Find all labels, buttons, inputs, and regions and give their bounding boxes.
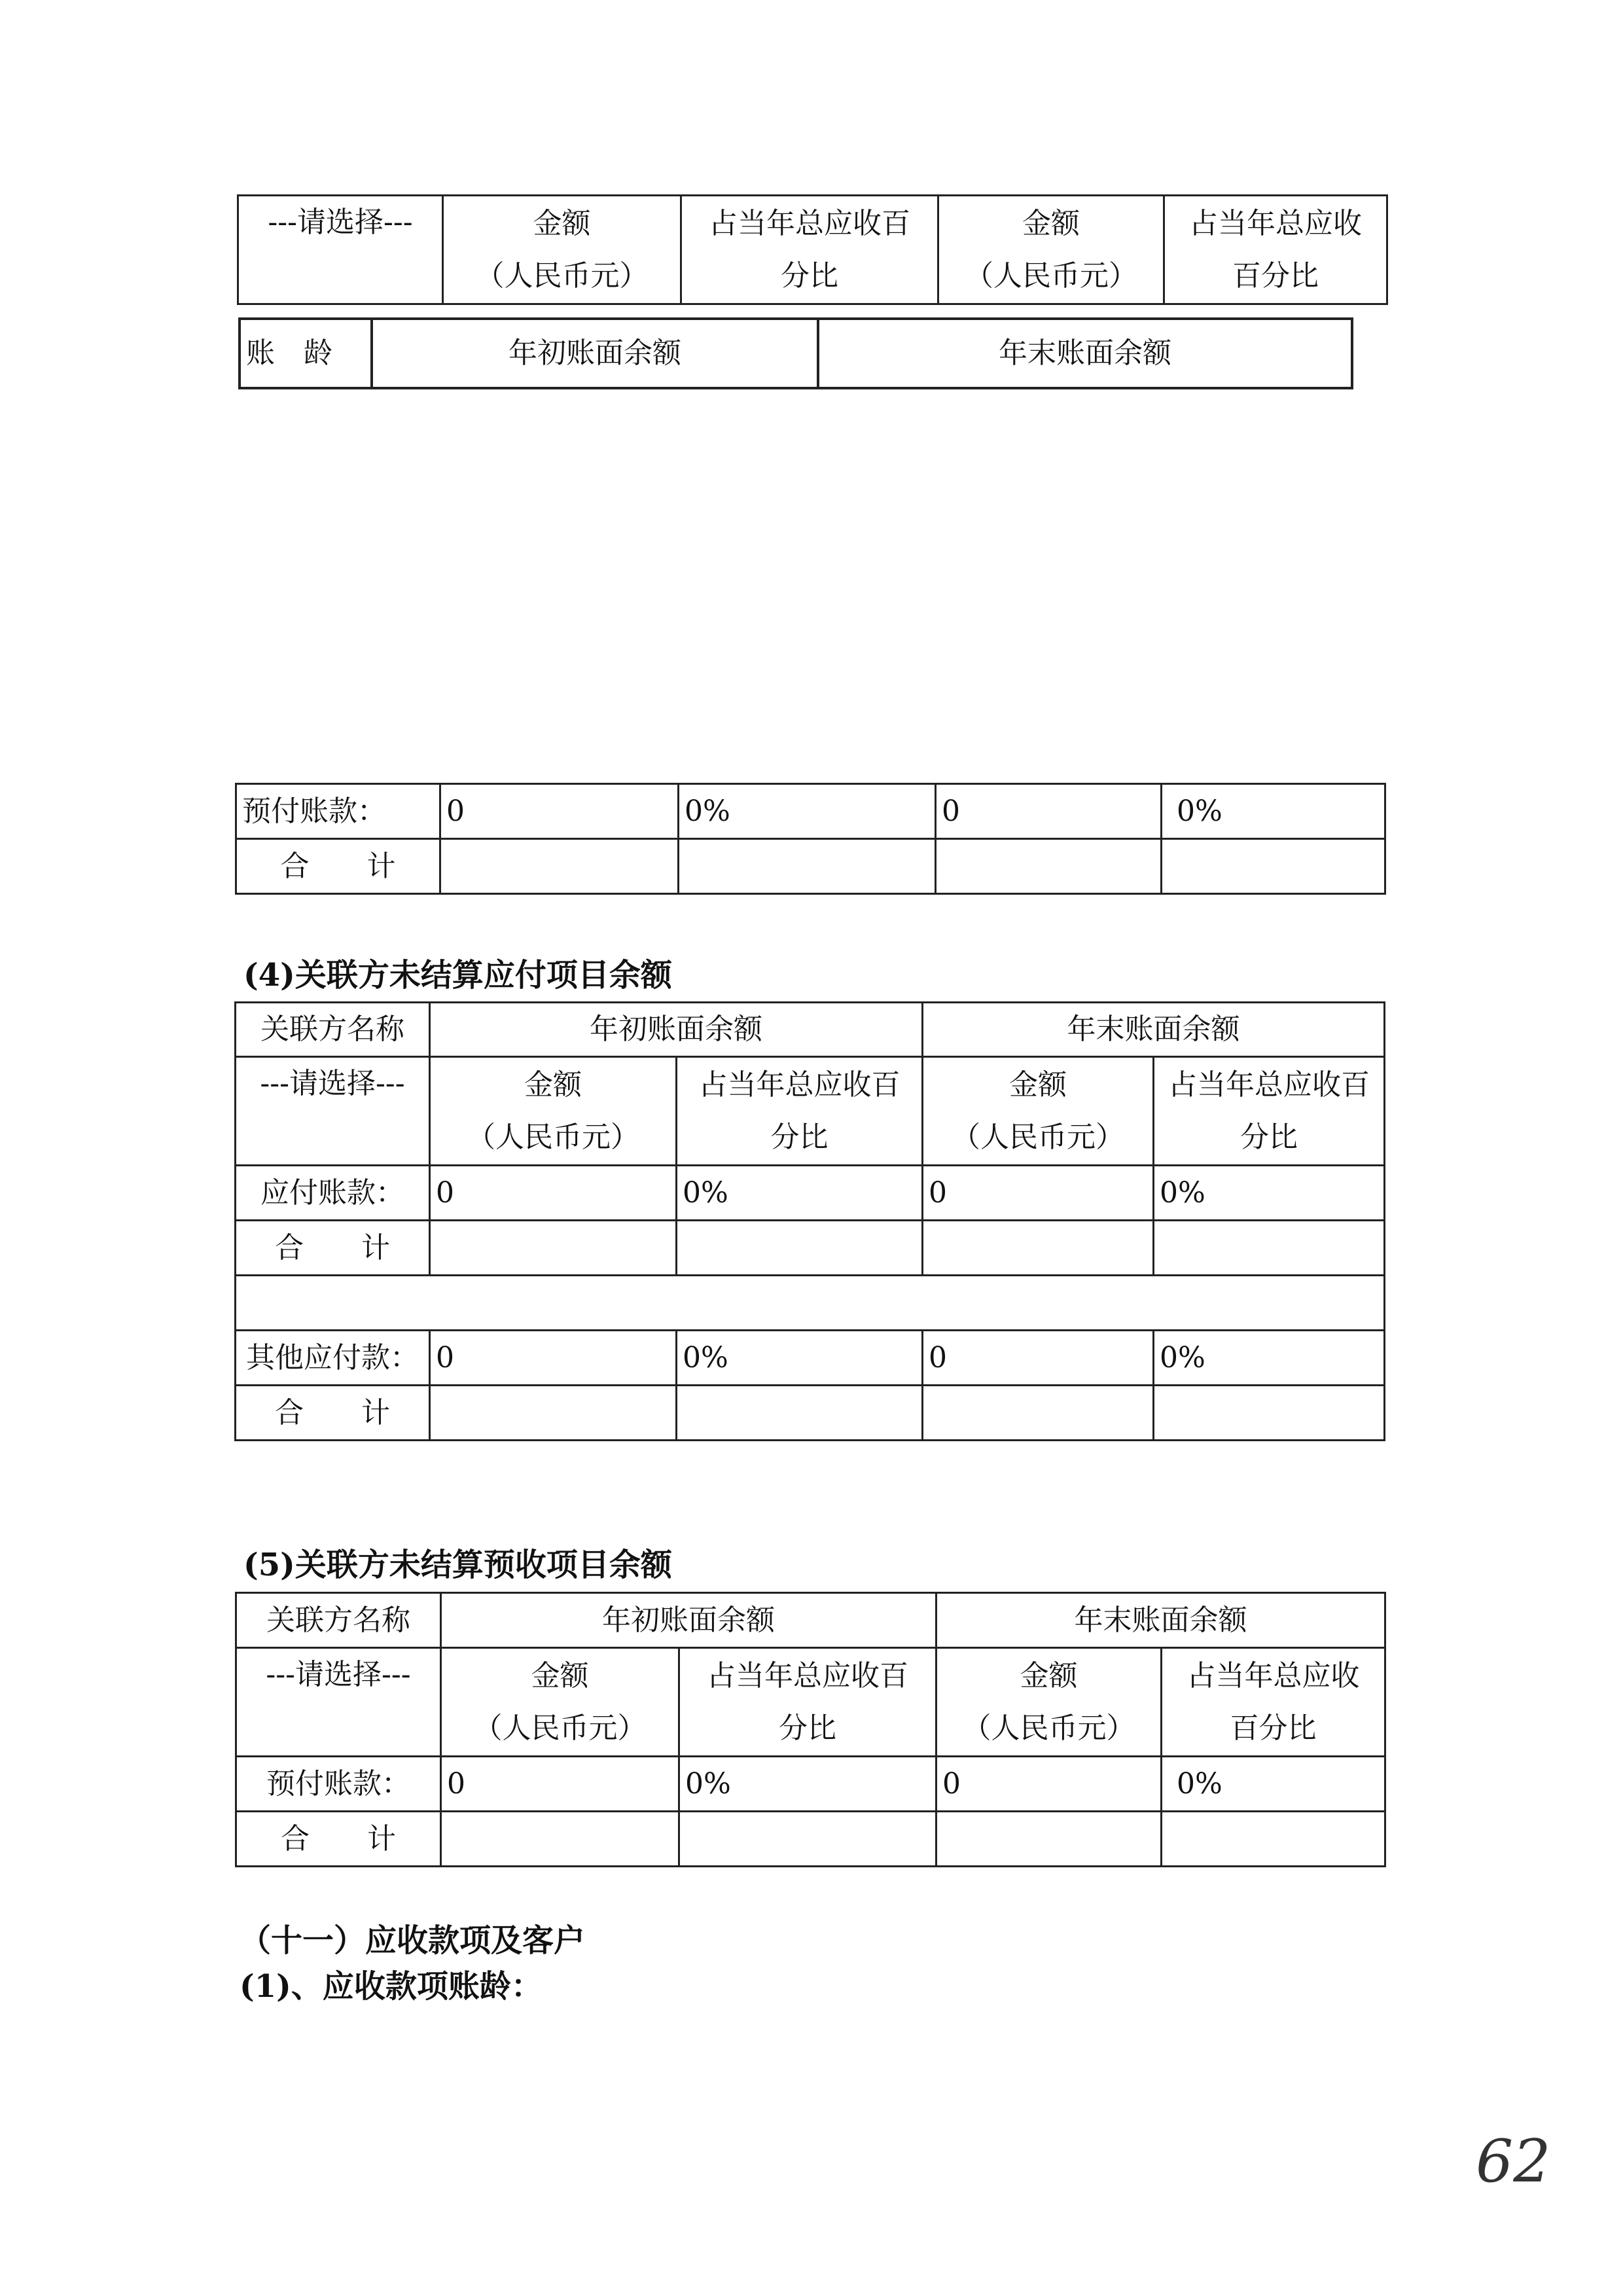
section11-title: （十一）应收款项及客户 <box>240 1922 586 1959</box>
section5-title: (5)关联方未结算预收项目余额 <box>243 1547 672 1583</box>
row-label: 预付账款： <box>236 784 440 839</box>
table-row <box>236 1331 1385 1386</box>
table-row <box>236 1812 1385 1867</box>
header-end: 年末账面余额 <box>923 1003 1385 1057</box>
percent-header: 占当年总应收百 分比 <box>677 1057 923 1166</box>
table-row <box>236 1757 1385 1812</box>
section4-title: (4)关联方未结算应付项目余额 <box>243 957 672 994</box>
header-end: 年末账面余额 <box>936 1593 1385 1648</box>
table-row <box>236 784 1385 839</box>
amount-header-end: 金额 （人民币元） <box>936 1648 1162 1757</box>
cell-value: 0% <box>679 1757 936 1812</box>
cell-value: 0 <box>440 784 679 839</box>
cell-value <box>1162 839 1385 894</box>
table-section5 <box>235 1592 1386 1867</box>
total-label: 合 计 <box>236 1386 430 1441</box>
cell-value <box>441 1812 679 1867</box>
aging-col-label: 账 龄 <box>240 319 372 388</box>
table-prepay <box>235 783 1386 895</box>
percent-header-end: 占当年总应收 百分比 <box>1162 1648 1385 1757</box>
amount-header-end: 金额 （人民币元） <box>938 196 1164 304</box>
cell-value <box>677 1386 923 1441</box>
percent-header: 占当年总应收百 分比 <box>681 196 938 304</box>
percent-header-end: 占当年总应收百 分比 <box>1154 1057 1385 1166</box>
cell-value <box>430 1386 677 1441</box>
table-row <box>236 1166 1385 1221</box>
amount-header-end: 金额 （人民币元） <box>923 1057 1154 1166</box>
cell-value: 0 <box>936 784 1162 839</box>
header-name: 关联方名称 <box>236 1593 441 1648</box>
cell-value <box>679 839 936 894</box>
header-begin: 年初账面余额 <box>441 1593 936 1648</box>
aging-col-begin: 年初账面余额 <box>372 319 818 388</box>
percent-header-end: 占当年总应收 百分比 <box>1164 196 1387 304</box>
cell-value <box>1154 1386 1385 1441</box>
table-row <box>236 1386 1385 1441</box>
total-label: 合 计 <box>236 1221 430 1276</box>
section11-subtitle: (1)、应收款项账龄： <box>240 1968 543 2005</box>
cell-value: 0% <box>1154 1331 1385 1386</box>
amount-header: 金额 （人民币元） <box>443 196 681 304</box>
cell-value: 0 <box>936 1757 1162 1812</box>
row-label: 其他应付款： <box>236 1331 430 1386</box>
row-label: 预付账款： <box>236 1757 441 1812</box>
blank-cell <box>236 1276 1385 1331</box>
cell-value <box>923 1386 1154 1441</box>
cell-value <box>1154 1221 1385 1276</box>
table-section4 <box>234 1001 1385 1441</box>
page-number: 62 <box>1476 2127 1551 2196</box>
cell-value: 0 <box>430 1166 677 1221</box>
percent-header: 占当年总应收百 分比 <box>679 1648 936 1757</box>
cell-value: 0 <box>441 1757 679 1812</box>
cell-value: 0% <box>1154 1166 1385 1221</box>
cell-value <box>936 1812 1162 1867</box>
row-label: 应付账款： <box>236 1166 430 1221</box>
aging-col-end: 年末账面余额 <box>818 319 1352 388</box>
table-top-header <box>237 194 1388 305</box>
header-name: 关联方名称 <box>236 1003 430 1057</box>
blank-row <box>236 1276 1385 1331</box>
cell-value: 0 <box>923 1331 1154 1386</box>
cell-value <box>1162 1812 1385 1867</box>
table-row <box>236 839 1385 894</box>
cell-value: 0% <box>679 784 936 839</box>
header-begin: 年初账面余额 <box>430 1003 923 1057</box>
cell-value: 0% <box>1162 1757 1385 1812</box>
cell-value <box>679 1812 936 1867</box>
select-cell[interactable]: ---请选择--- <box>238 196 443 304</box>
cell-value: 0% <box>1162 784 1385 839</box>
table-row <box>236 1221 1385 1276</box>
table-aging <box>238 317 1353 389</box>
cell-value: 0% <box>677 1331 923 1386</box>
cell-value <box>677 1221 923 1276</box>
amount-header: 金额 （人民币元） <box>441 1648 679 1757</box>
cell-value: 0% <box>677 1166 923 1221</box>
cell-value <box>923 1221 1154 1276</box>
cell-value <box>936 839 1162 894</box>
amount-header: 金额 （人民币元） <box>430 1057 677 1166</box>
select-cell[interactable]: ---请选择--- <box>236 1057 430 1166</box>
cell-value <box>440 839 679 894</box>
cell-value <box>430 1221 677 1276</box>
cell-value: 0 <box>430 1331 677 1386</box>
total-label: 合 计 <box>236 1812 441 1867</box>
select-cell[interactable]: ---请选择--- <box>236 1648 441 1757</box>
cell-value: 0 <box>923 1166 1154 1221</box>
total-label: 合 计 <box>236 839 440 894</box>
